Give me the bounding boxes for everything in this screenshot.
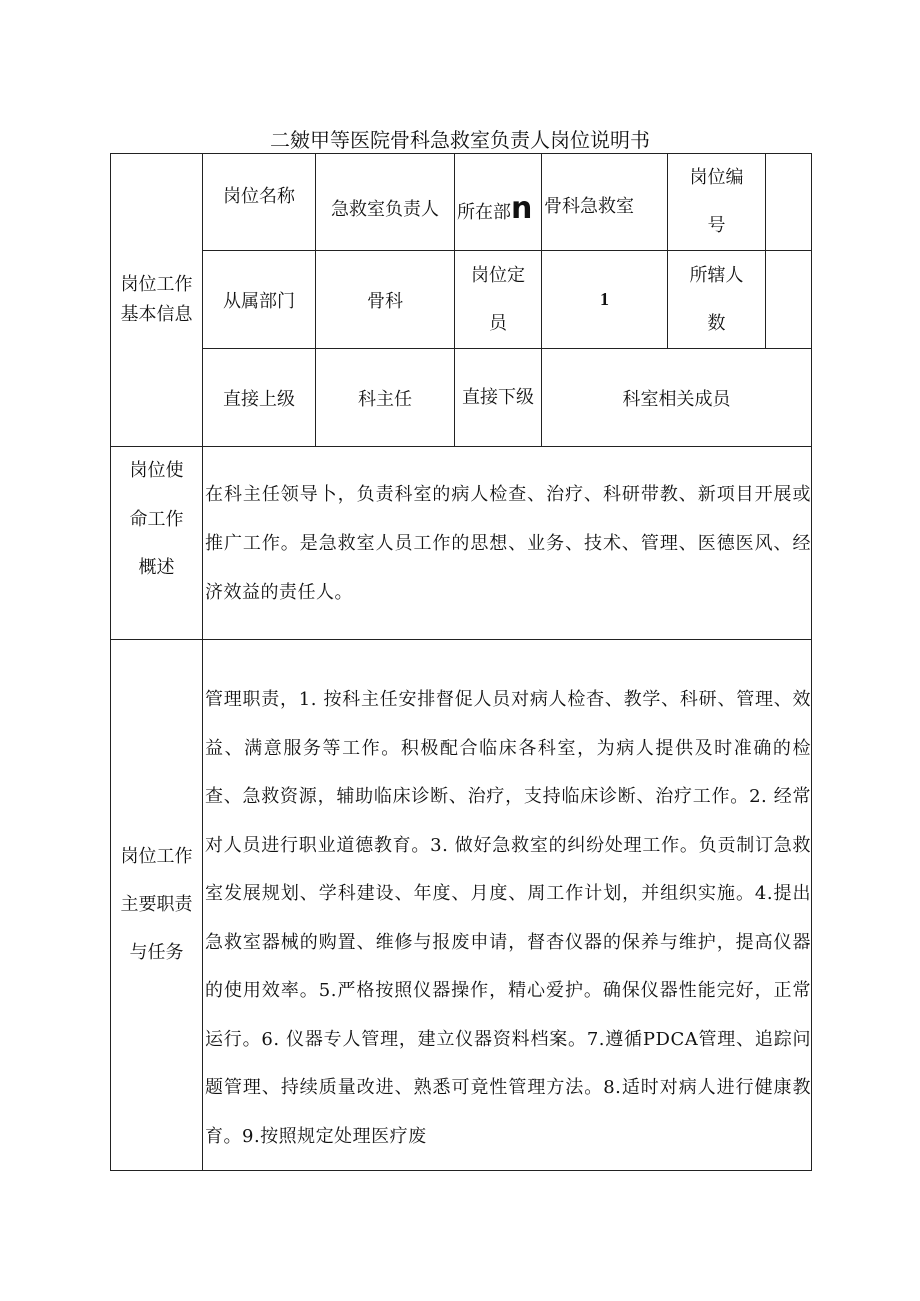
job-description-table [110,153,812,1171]
mission-text: 在科主任领导卜，负责科室的病人检查、治疗、科研带教、新项目开展或推广工作。是急救室人员工作的思想、业务、技术、管理、医德医风、经济效益的责任人。 [203,447,812,640]
headcount-value: 1 [542,251,668,349]
basic-info-label: 岗位工作基本信息 [111,154,203,447]
subordinate-label: 直接下级 [462,386,534,408]
mission-label: 岗位使命工作概述 [129,460,184,578]
headcount-label: 岗位定员 [471,264,525,334]
duties-text: 管理职责，1. 按科主任安排督促人员对病人检杳、教学、科研、管理、效益、满意服务等工作。积极配合临床各科室，为病人提供及时准确的检查、急救资源，辅助临床诊断、治疗，支持临床诊断、治疗工作。2. 经常对人员进行职业道德教育。3. 做好急救室的纠纷处理工作。负贡制订急救室发展规划、学科建设、年度、月度、周工作计划，并组织实施。4.提出急救室器械的购置、维修与报废申请，督杳仪器的保养与维护，提高仪器的使用效率。5.严格按照仪器操作，精心爱护。确保仪器性能完好，正常运行。6. 仪器专人管理，建立仪器资料档案。7.遵循PDCA管理、追踪问题管理、持续质量改进、熟悉可竟性管理方法。8.适时对病人进行健康教育。9.按照规定处理医疗废 [203,640,812,1171]
parent-dept-value: 骨科 [316,251,455,349]
subordinate-label-cell [455,349,542,447]
subordinate-value: 科室相关成员 [542,349,812,447]
position-name-value: 急救室负责人 [316,154,455,251]
document-title: 二皴甲等医院骨科急救室负责人岗位说明书 [270,128,650,152]
duties-label: 岗位工作主要职责与任务 [120,846,193,963]
position-code-label: 岗位编号 [689,167,744,236]
superior-label: 直接上级 [203,349,316,447]
position-code-label-cell [668,154,766,251]
position-name-label: 岗位名称 [203,154,316,251]
managed-label: 所辖人数 [689,264,744,334]
department-label: 所在部 [457,201,511,223]
position-code-value [766,154,812,251]
superior-value: 科主任 [316,349,455,447]
department-label-glyph: n [511,190,533,226]
managed-label-cell [668,251,766,349]
managed-value [766,251,812,349]
department-value: 骨科急救室 [542,154,668,251]
department-label-cell [455,154,542,251]
headcount-label-cell [455,251,542,349]
parent-dept-label: 从属部门 [203,251,316,349]
mission-label-cell [111,447,203,640]
duties-label-cell [111,640,203,1171]
